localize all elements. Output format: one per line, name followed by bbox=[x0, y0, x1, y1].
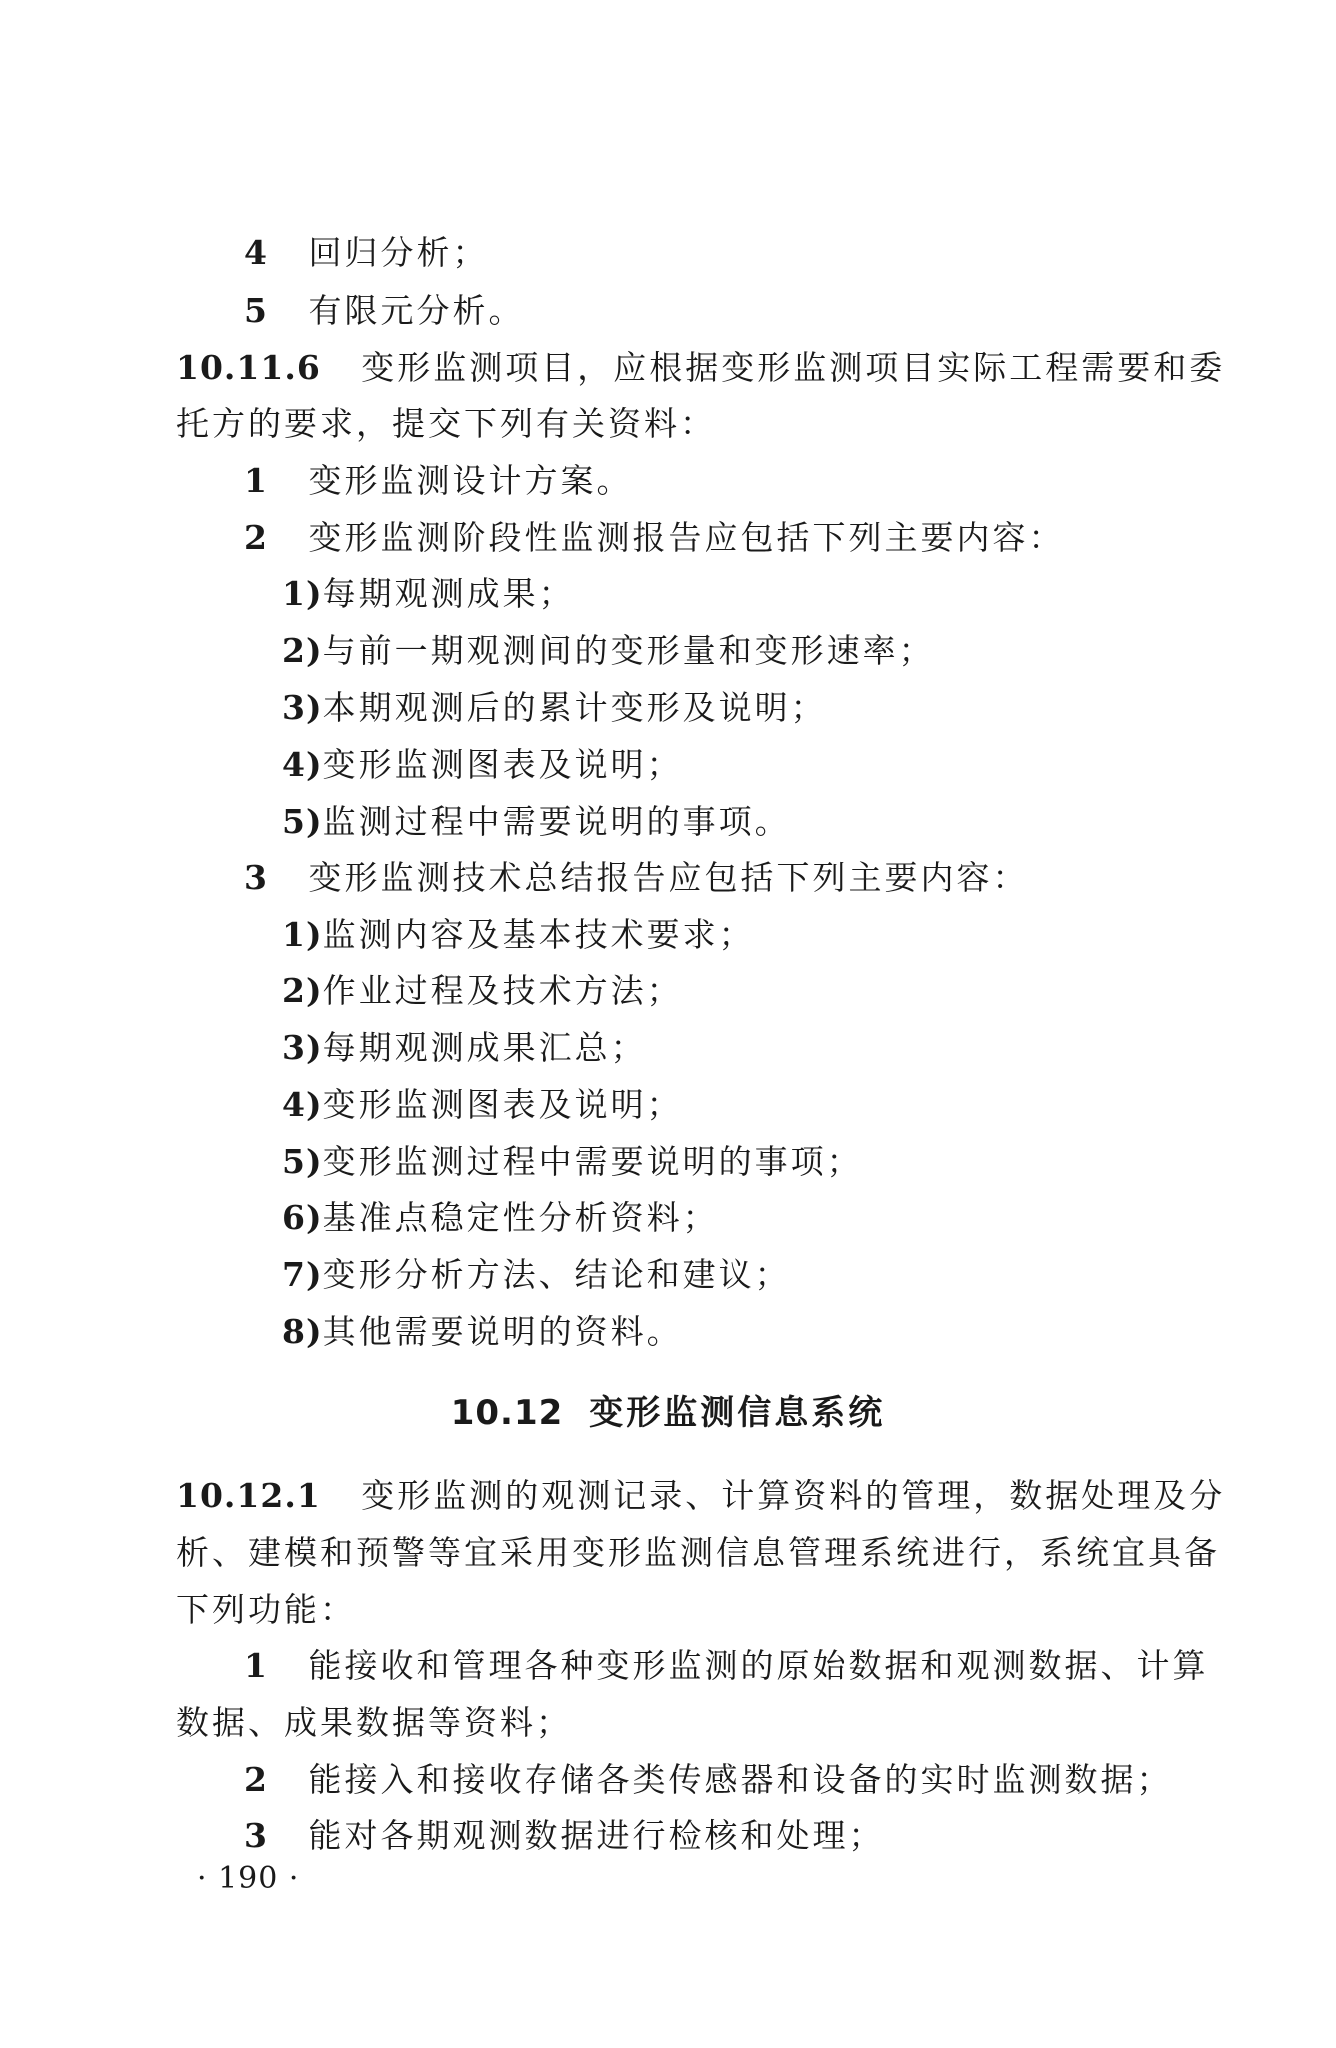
section-title: 变形监测信息系统 bbox=[589, 1393, 886, 1433]
clause-number: 10.11.6 bbox=[176, 348, 321, 387]
clause-text: 托方的要求，提交下列有关资料： bbox=[176, 404, 716, 443]
sub-item-text: 变形监测图表及说明； bbox=[322, 745, 683, 784]
section-heading bbox=[0, 1392, 1336, 1434]
sub-item-number: 4) bbox=[282, 745, 323, 784]
list-item bbox=[244, 1760, 1172, 1800]
sub-item-number: 2) bbox=[282, 971, 323, 1010]
section-number: 10.12 bbox=[450, 1393, 564, 1433]
sub-item bbox=[282, 745, 683, 785]
page-number: · 190 · bbox=[197, 1861, 300, 1896]
sub-item-text: 基准点稳定性分析资料； bbox=[322, 1198, 719, 1237]
sub-item-text: 变形监测过程中需要说明的事项； bbox=[322, 1142, 863, 1181]
sub-item-text: 变形分析方法、结论和建议； bbox=[322, 1255, 791, 1294]
sub-item bbox=[282, 574, 575, 614]
sub-item bbox=[282, 1085, 683, 1125]
sub-item bbox=[282, 802, 791, 842]
item-text: 能接收和管理各种变形监测的原始数据和观测数据、计算 bbox=[308, 1646, 1209, 1685]
sub-item-number: 3) bbox=[282, 1028, 323, 1067]
clause-continuation bbox=[176, 1590, 356, 1630]
sub-item-text: 变形监测图表及说明； bbox=[322, 1085, 683, 1124]
sub-item-text: 作业过程及技术方法； bbox=[322, 971, 683, 1010]
sub-item bbox=[282, 1312, 683, 1352]
sub-item-number: 6) bbox=[282, 1198, 323, 1237]
item-text: 能对各期观测数据进行检核和处理； bbox=[308, 1816, 885, 1855]
item-text: 回归分析； bbox=[308, 233, 489, 272]
sub-item-text: 监测过程中需要说明的事项。 bbox=[322, 802, 791, 841]
item-number: 5 bbox=[244, 291, 268, 330]
clause-text: 变形监测的观测记录、计算资料的管理，数据处理及分 bbox=[361, 1476, 1226, 1515]
item-number: 1 bbox=[244, 461, 268, 500]
clause-text: 变形监测项目，应根据变形监测项目实际工程需要和委 bbox=[361, 348, 1226, 387]
sub-item-text: 其他需要说明的资料。 bbox=[322, 1312, 683, 1351]
sub-item-number: 8) bbox=[282, 1312, 323, 1351]
clause-continuation bbox=[176, 404, 716, 444]
item-number: 2 bbox=[244, 518, 268, 557]
sub-item-text: 监测内容及基本技术要求； bbox=[322, 915, 755, 954]
sub-item-number: 1) bbox=[282, 574, 323, 613]
clause-text: 下列功能： bbox=[176, 1590, 356, 1629]
sub-item bbox=[282, 688, 827, 728]
item-number: 2 bbox=[244, 1760, 268, 1799]
sub-item-number: 1) bbox=[282, 915, 323, 954]
sub-item-number: 5) bbox=[282, 1142, 323, 1181]
list-item bbox=[244, 233, 488, 273]
sub-item-number: 4) bbox=[282, 1085, 323, 1124]
clause-continuation bbox=[176, 1533, 1220, 1573]
sub-item bbox=[282, 1255, 791, 1295]
list-item bbox=[244, 518, 1064, 558]
list-item bbox=[244, 1816, 884, 1856]
sub-item-text: 与前一期观测间的变形量和变形速率； bbox=[322, 631, 935, 670]
item-text: 变形监测阶段性监测报告应包括下列主要内容： bbox=[308, 518, 1065, 557]
sub-item-number: 2) bbox=[282, 631, 323, 670]
sub-item-number: 5) bbox=[282, 802, 323, 841]
item-number: 4 bbox=[244, 233, 268, 272]
list-item bbox=[244, 461, 632, 501]
item-number: 3 bbox=[244, 1816, 268, 1855]
sub-item bbox=[282, 971, 683, 1011]
sub-item bbox=[282, 1198, 719, 1238]
item-text: 变形监测设计方案。 bbox=[308, 461, 633, 500]
sub-item bbox=[282, 631, 935, 671]
sub-item bbox=[282, 915, 755, 955]
sub-item bbox=[282, 1142, 863, 1182]
item-continuation bbox=[176, 1703, 572, 1743]
item-text: 有限元分析。 bbox=[308, 291, 525, 330]
clause-10-11-6 bbox=[176, 348, 1225, 388]
sub-item-number: 7) bbox=[282, 1255, 323, 1294]
clause-10-12-1 bbox=[176, 1476, 1225, 1516]
list-item bbox=[244, 858, 1028, 898]
clause-text: 析、建模和预警等宜采用变形监测信息管理系统进行，系统宜具备 bbox=[176, 1533, 1220, 1572]
sub-item-text: 每期观测成果汇总； bbox=[322, 1028, 647, 1067]
item-text: 能接入和接收存储各类传感器和设备的实时监测数据； bbox=[308, 1760, 1173, 1799]
item-number: 1 bbox=[244, 1646, 268, 1685]
sub-item-text: 本期观测后的累计变形及说明； bbox=[322, 688, 827, 727]
list-item bbox=[244, 1646, 1208, 1686]
sub-item-number: 3) bbox=[282, 688, 323, 727]
item-number: 3 bbox=[244, 858, 268, 897]
item-text: 变形监测技术总结报告应包括下列主要内容： bbox=[308, 858, 1029, 897]
list-item bbox=[244, 291, 524, 331]
sub-item-text: 每期观测成果； bbox=[322, 574, 575, 613]
sub-item bbox=[282, 1028, 647, 1068]
clause-number: 10.12.1 bbox=[176, 1476, 321, 1515]
item-text: 数据、成果数据等资料； bbox=[176, 1703, 572, 1742]
